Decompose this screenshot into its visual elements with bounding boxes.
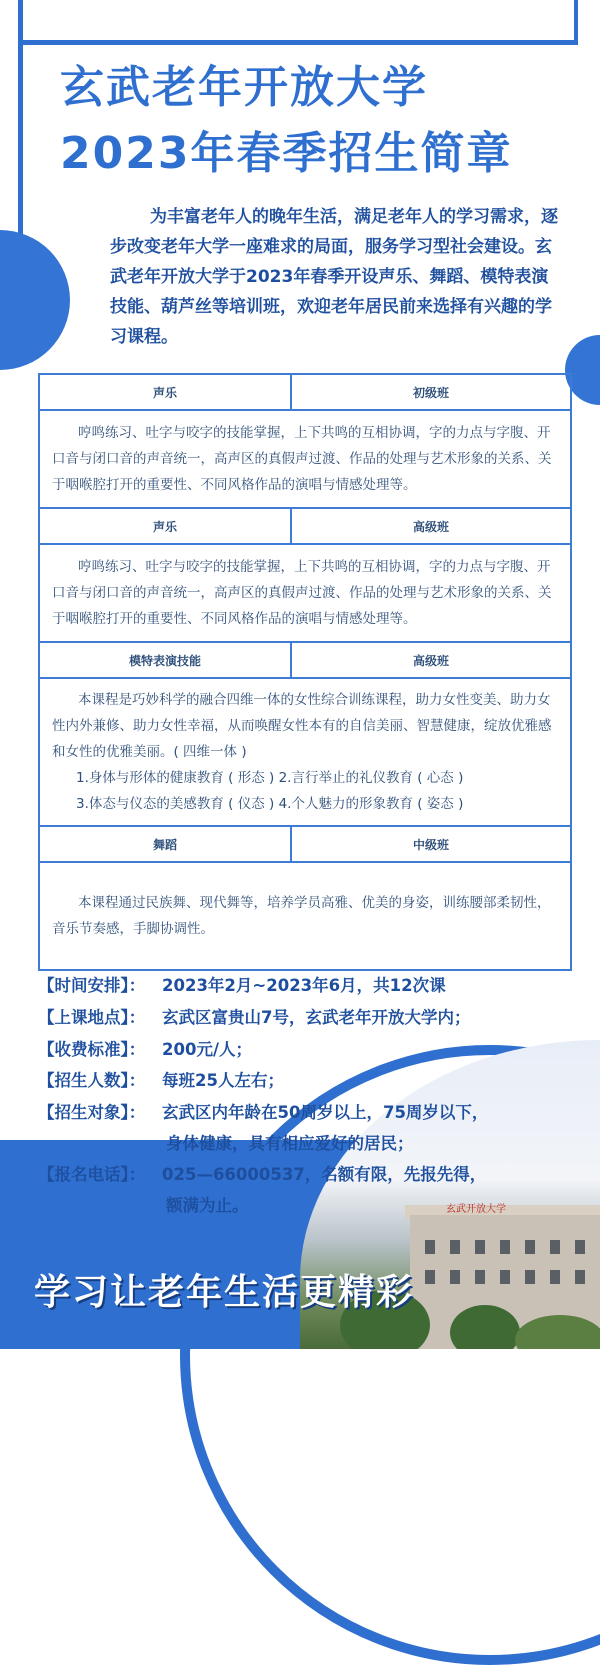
info-phone-cont: [38, 1194, 578, 1218]
info-value: 额满为止。: [166, 1196, 249, 1215]
course-description: [39, 544, 571, 642]
course-body-row: [39, 862, 571, 970]
course-paragraph: 哼鸣练习、吐字与咬字的技能掌握，上下共鸣的互相协调，字的力点与字腹、开口音与闭口音的声音统一，高声区的真假声过渡、作品的处理与艺术形象的关系、关于咽喉腔打开的重要性、不同风格作品的演唱与情感处理等。: [52, 559, 552, 627]
info-label: 【招生人数】：: [38, 1071, 146, 1090]
page-title: 玄武老年开放大学: [60, 62, 428, 113]
window: [425, 1240, 435, 1254]
course-level: 初级班: [291, 374, 571, 410]
info-value: 玄武区富贵山7号，玄武老年开放大学内；: [162, 1008, 471, 1027]
window: [575, 1270, 585, 1284]
info-target: [38, 1101, 578, 1125]
course-paragraph: 3.体态与仪态的美感教育 ( 仪态 ) 4.个人魅力的形象教育 ( 姿态 ): [76, 796, 464, 812]
info-quota: [38, 1069, 578, 1093]
course-description: [39, 678, 571, 826]
decor-circle-left: [0, 230, 70, 370]
window: [525, 1240, 535, 1254]
course-name: 模特表演技能: [39, 642, 291, 678]
window: [550, 1240, 560, 1254]
info-value: 025—66000537，名额有限，先报先得，: [162, 1165, 487, 1184]
course-header-row: [39, 826, 571, 862]
course-level: 高级班: [291, 508, 571, 544]
info-value: 2023年2月~2023年6月，共12次课: [162, 976, 446, 995]
decor-frame-horizontal: [18, 40, 578, 45]
course-body-row: [39, 678, 571, 826]
course-name: 舞蹈: [39, 826, 291, 862]
window: [500, 1240, 510, 1254]
course-name: 声乐: [39, 508, 291, 544]
intro-paragraph: [110, 202, 560, 352]
course-paragraph: 本课程通过民族舞、现代舞等，培养学员高雅、优美的身姿，训练腰部柔韧性，音乐节奏感，手脚协调性。: [52, 895, 551, 937]
course-paragraph: 本课程是巧妙科学的融合四维一体的女性综合训练课程，助力女性变美、助力女性内外兼修、助力女性幸福，从而唤醒女性本有的自信美丽、智慧健康，绽放优雅感和女性的优雅美丽。( 四维一体 ): [52, 692, 552, 760]
info-value: 200元/人；: [162, 1040, 252, 1059]
course-body-row: [39, 410, 571, 508]
info-label: 【收费标准】：: [38, 1040, 146, 1059]
info-label: 【报名电话】：: [38, 1165, 146, 1184]
info-label: 【上课地点】：: [38, 1008, 146, 1027]
info-fee: [38, 1038, 578, 1062]
course-paragraph: 1.身体与形体的健康教育 ( 形态 ) 2.言行举止的礼仪教育 ( 心态 ): [76, 770, 464, 786]
building-sign: 玄武开放大学: [446, 1204, 506, 1215]
course-description: [39, 862, 571, 970]
info-value: 每班25人左右；: [162, 1071, 284, 1090]
course-level: 高级班: [291, 642, 571, 678]
page-subtitle: 2023年春季招生简章: [60, 128, 513, 179]
course-body-row: [39, 544, 571, 642]
course-table: [38, 373, 572, 971]
decor-frame-right-tick: [574, 0, 578, 44]
course-header-row: [39, 642, 571, 678]
slogan: 学习让老年生活更精彩: [34, 1272, 415, 1313]
info-phone: [38, 1163, 578, 1187]
course-paragraph: 哼鸣练习、吐字与咬字的技能掌握，上下共鸣的互相协调，字的力点与字腹、开口音与闭口音的声音统一，高声区的真假声过渡、作品的处理与艺术形象的关系、关于咽喉腔打开的重要性、不同风格作品的演唱与情感处理等。: [52, 425, 552, 493]
info-value: 身体健康，具有相应爱好的居民；: [166, 1134, 414, 1153]
info-schedule: [38, 974, 578, 998]
course-header-row: [39, 508, 571, 544]
info-label: 【招生对象】：: [38, 1103, 146, 1122]
info-value: 玄武区内年龄在50周岁以上，75周岁以下，: [162, 1103, 489, 1122]
course-name: 声乐: [39, 374, 291, 410]
course-header-row: [39, 374, 571, 410]
info-target-cont: [38, 1132, 578, 1156]
course-level: 中级班: [291, 826, 571, 862]
info-location: [38, 1006, 578, 1030]
info-label: 【时间安排】：: [38, 976, 146, 995]
window: [475, 1240, 485, 1254]
intro-text: 为丰富老年人的晚年生活，满足老年人的学习需求，逐步改变老年大学一座难求的局面，服务学习型社会建设。玄武老年开放大学于2023年春季开设声乐、舞蹈、模特表演技能、葫芦丝等培训班，欢迎老年居民前来选择有兴趣的学习课程。: [110, 207, 558, 347]
window: [575, 1240, 585, 1254]
course-description: [39, 410, 571, 508]
window: [450, 1240, 460, 1254]
